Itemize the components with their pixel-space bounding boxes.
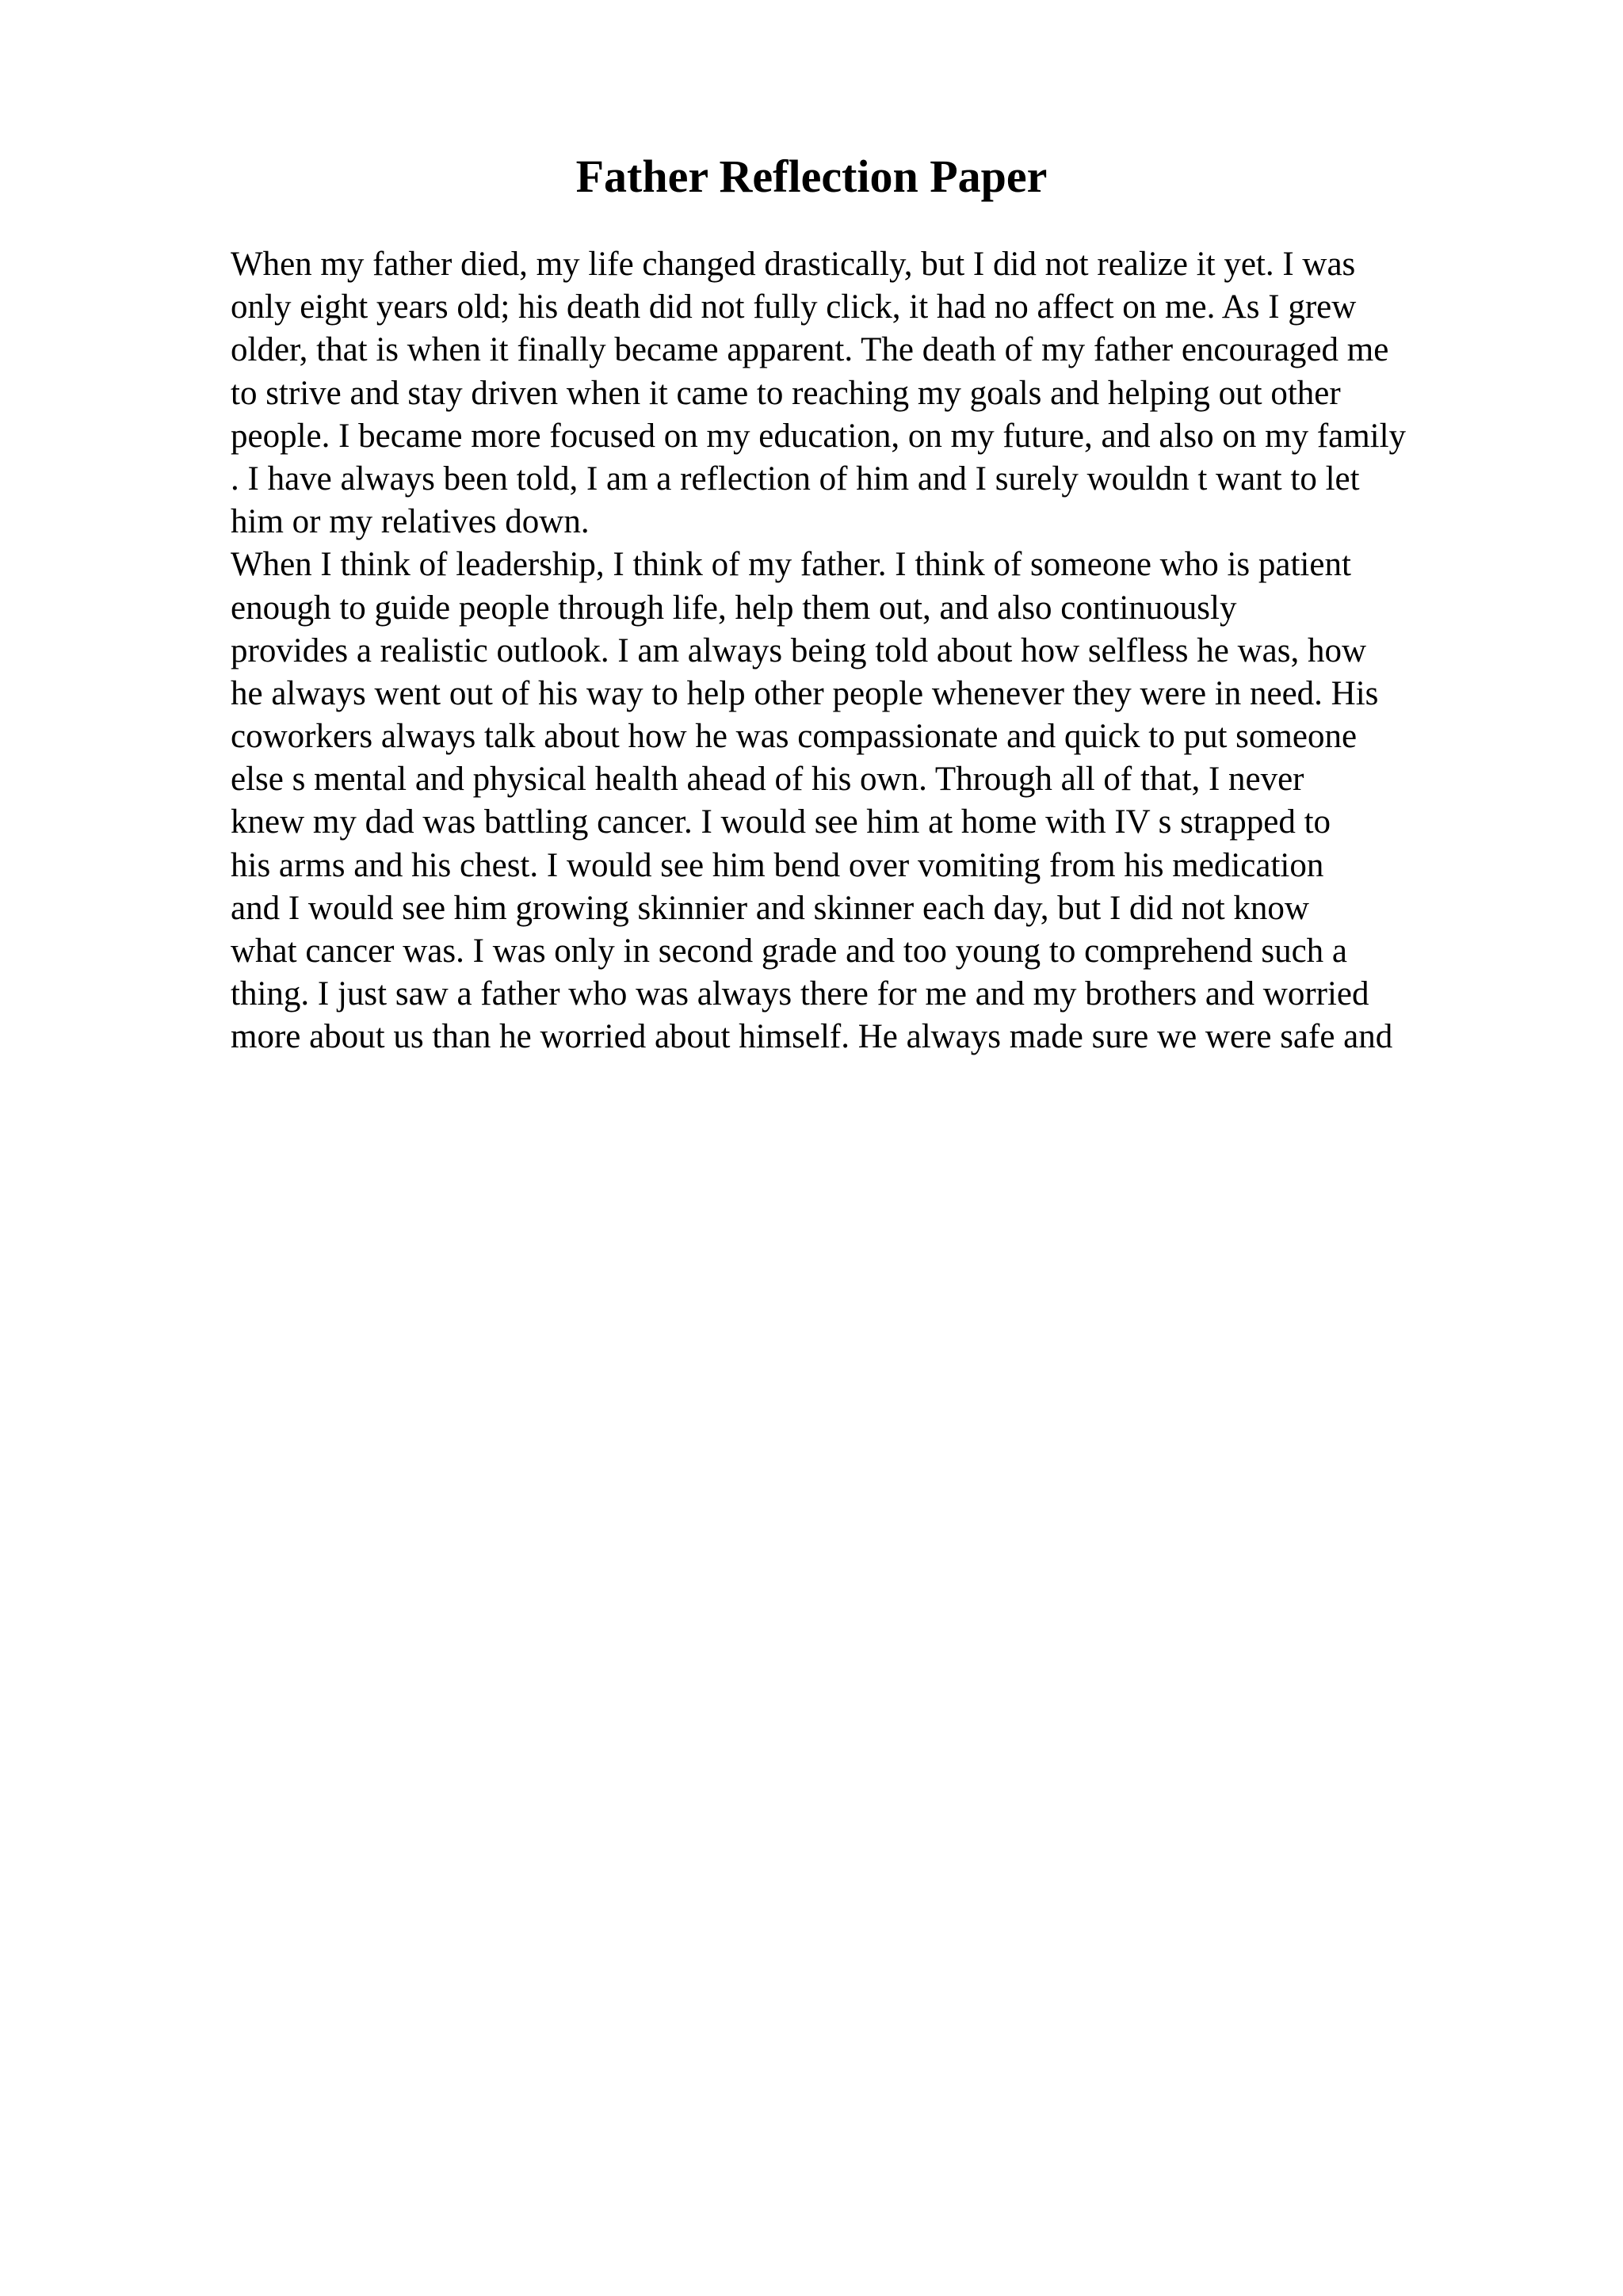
body-text [231, 243, 1594, 1059]
text-line: enough to guide people through life, help them out, and also continuously [231, 589, 1237, 627]
text-line: him or my relatives down. [231, 503, 590, 541]
text-line: When my father died, my life changed drastically, but I did not realize it yet. I was [231, 246, 1356, 283]
text-line: more about us than he worried about himself. He always made sure we were safe and [231, 1018, 1393, 1056]
text-line: provides a realistic outlook. I am always being told about how selfless he was, how [231, 631, 1367, 669]
text-line: thing. I just saw a father who was always there for me and my brothers and worried [231, 975, 1369, 1013]
text-line: to strive and stay driven when it came to reaching my goals and helping out other [231, 374, 1341, 412]
text-line: knew my dad was battling cancer. I would see him at home with IV s strapped to [231, 803, 1331, 841]
text-line: only eight years old; his death did not fully click, it had no affect on me. As I grew [231, 288, 1357, 326]
text-line: what cancer was. I was only in second grade and too young to comprehend such a [231, 933, 1348, 970]
page-title: Father Reflection Paper [575, 151, 1048, 202]
text-line: When I think of leadership, I think of my father. I think of someone who is patient [231, 546, 1351, 584]
text-line: older, that is when it finally became apparent. The death of my father encouraged me [231, 331, 1389, 369]
text-line: his arms and his chest. I would see him bend over vomiting from his medication [231, 846, 1324, 884]
text-line: people. I became more focused on my education, on my future, and also on my family [231, 417, 1407, 455]
text-line: . I have always been told, I am a reflection of him and I surely wouldn t want to let [231, 460, 1360, 498]
text-line: and I would see him growing skinnier and skinner each day, but I did not know [231, 889, 1309, 927]
text-line: coworkers always talk about how he was compassionate and quick to put someone [231, 718, 1358, 756]
text-line: he always went out of his way to help other people whenever they were in need. His [231, 674, 1379, 712]
text-line: else s mental and physical health ahead of his own. Through all of that, I never [231, 761, 1304, 799]
